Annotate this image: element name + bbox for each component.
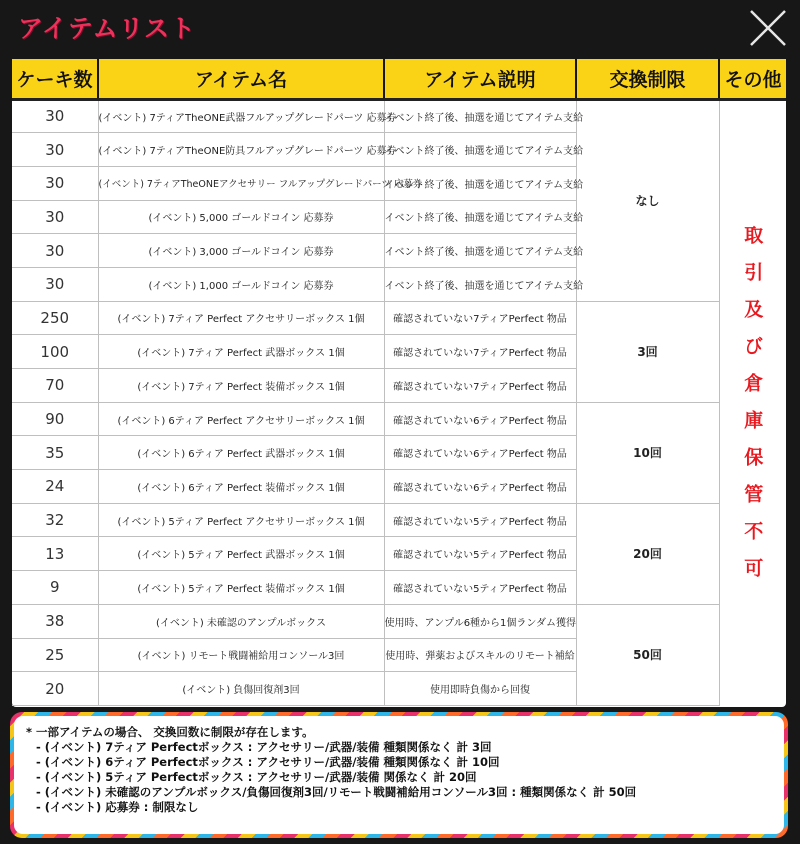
- note-line-intro: * 一部アイテムの場合、 交換回数に制限が存在します。: [26, 725, 314, 739]
- table-row: [12, 503, 786, 537]
- cakes-cell: 30: [12, 166, 98, 200]
- note-line: - (イベント) 6ティア Perfectボックス : アクセサリー/武器/装備 種類関係なく 計 10回: [36, 755, 500, 769]
- item-desc-cell: イベント終了後、抽選を通じてアイテム支給: [384, 166, 576, 200]
- item-name-cell: (イベント) 7ティア Perfect アクセサリーボックス 1個: [98, 301, 384, 335]
- item-name-cell: (イベント) 負傷回復剤3回: [98, 672, 384, 706]
- item-desc-cell: イベント終了後、抽選を通じてアイテム支給: [384, 133, 576, 167]
- item-name-cell: (イベント) 7ティア Perfect 装備ボックス 1個: [98, 369, 384, 403]
- item-name-cell: (イベント) 6ティア Perfect 武器ボックス 1個: [98, 436, 384, 470]
- note-line: - (イベント) 応募券 : 制限なし: [36, 800, 199, 814]
- item-desc-cell: 確認されていない7ティアPerfect 物品: [384, 369, 576, 403]
- cakes-cell: 90: [12, 402, 98, 436]
- item-name-cell: (イベント) 7ティアTheONEアクセサリー フルアップグレードパーツ 応募券: [98, 166, 384, 200]
- page-title: アイテムリスト: [18, 14, 197, 43]
- item-desc-cell: 確認されていない7ティアPerfect 物品: [384, 301, 576, 335]
- table-row: [12, 301, 786, 335]
- cakes-cell: 24: [12, 470, 98, 504]
- limit-cell-20: 20回: [576, 503, 719, 604]
- item-desc-cell: イベント終了後、抽選を通じてアイテム支給: [384, 200, 576, 234]
- note-line: - (イベント) 5ティア Perfectボックス : アクセサリー/武器/装備 関係なく 計 20回: [36, 770, 477, 784]
- limit-cell-none: なし: [576, 99, 719, 301]
- cakes-cell: 9: [12, 571, 98, 605]
- limit-cell-3: 3回: [576, 301, 719, 402]
- item-desc-cell: 確認されていない6ティアPerfect 物品: [384, 470, 576, 504]
- cakes-cell: 30: [12, 267, 98, 301]
- item-desc-cell: イベント終了後、抽選を通じてアイテム支給: [384, 234, 576, 268]
- table-row: [12, 402, 786, 436]
- header-item-name: アイテム名: [98, 59, 384, 99]
- table-row: [12, 99, 786, 133]
- item-name-cell: (イベント) 未確認のアンプルボックス: [98, 604, 384, 638]
- item-name-cell: (イベント) 5ティア Perfect 装備ボックス 1個: [98, 571, 384, 605]
- cakes-cell: 250: [12, 301, 98, 335]
- other-cell: [719, 99, 786, 705]
- item-desc-cell: 確認されていない5ティアPerfect 物品: [384, 503, 576, 537]
- cakes-cell: 30: [12, 234, 98, 268]
- item-desc-cell: 確認されていない5ティアPerfect 物品: [384, 571, 576, 605]
- item-name-cell: (イベント) リモート戦闘補給用コンソール3回: [98, 638, 384, 672]
- cakes-cell: 30: [12, 133, 98, 167]
- limit-cell-10: 10回: [576, 402, 719, 503]
- notes-content: [14, 716, 784, 834]
- item-name-cell: (イベント) 5,000 ゴールドコイン 応募券: [98, 200, 384, 234]
- item-name-cell: (イベント) 7ティア Perfect 武器ボックス 1個: [98, 335, 384, 369]
- cakes-cell: 35: [12, 436, 98, 470]
- item-desc-cell: 確認されていない6ティアPerfect 物品: [384, 402, 576, 436]
- cakes-cell: 30: [12, 99, 98, 133]
- header-item-desc: アイテム説明: [384, 59, 576, 99]
- item-desc-cell: 確認されていない5ティアPerfect 物品: [384, 537, 576, 571]
- item-desc-cell: 使用即時負傷から回復: [384, 672, 576, 706]
- item-name-cell: (イベント) 1,000 ゴールドコイン 応募券: [98, 267, 384, 301]
- cakes-cell: 38: [12, 604, 98, 638]
- header-cakes: ケーキ数: [12, 59, 98, 99]
- notes-panel: [10, 712, 788, 838]
- note-line: - (イベント) 7ティア Perfectボックス : アクセサリー/武器/装備 種類関係なく 計 3回: [36, 740, 492, 754]
- close-button[interactable]: [748, 8, 788, 48]
- note-line: - (イベント) 未確認のアンプルボックス/負傷回復剤3回/リモート戦闘補給用コンソール3回 : 種類関係なく 計 50回: [36, 785, 637, 799]
- header-exchange-limit: 交換制限: [576, 59, 719, 99]
- item-name-cell: (イベント) 6ティア Perfect 装備ボックス 1個: [98, 470, 384, 504]
- item-name-cell: (イベント) 7ティアTheONE武器フルアップグレードパーツ 応募券: [98, 99, 384, 133]
- table-row: [12, 604, 786, 638]
- item-desc-cell: 確認されていない7ティアPerfect 物品: [384, 335, 576, 369]
- item-name-cell: (イベント) 3,000 ゴールドコイン 応募券: [98, 234, 384, 268]
- cakes-cell: 100: [12, 335, 98, 369]
- cakes-cell: 30: [12, 200, 98, 234]
- item-desc-cell: イベント終了後、抽選を通じてアイテム支給: [384, 99, 576, 133]
- close-icon: [748, 8, 788, 48]
- item-desc-cell: 確認されていない6ティアPerfect 物品: [384, 436, 576, 470]
- item-desc-cell: イベント終了後、抽選を通じてアイテム支給: [384, 267, 576, 301]
- item-desc-cell: 使用時、弾薬およびスキルのリモート補給: [384, 638, 576, 672]
- cakes-cell: 13: [12, 537, 98, 571]
- cakes-cell: 25: [12, 638, 98, 672]
- other-note: 取引及び倉庫保管不可: [741, 225, 764, 596]
- item-name-cell: (イベント) 5ティア Perfect アクセサリーボックス 1個: [98, 503, 384, 537]
- header-other: その他: [719, 59, 786, 99]
- cakes-cell: 70: [12, 369, 98, 403]
- limit-cell-50: 50回: [576, 604, 719, 705]
- cakes-cell: 32: [12, 503, 98, 537]
- item-desc-cell: 使用時、アンプル6種から1個ランダム獲得: [384, 604, 576, 638]
- cakes-cell: 20: [12, 672, 98, 706]
- item-name-cell: (イベント) 5ティア Perfect 武器ボックス 1個: [98, 537, 384, 571]
- item-table-container: [12, 59, 786, 707]
- table-header-row: [12, 59, 786, 99]
- item-name-cell: (イベント) 6ティア Perfect アクセサリーボックス 1個: [98, 402, 384, 436]
- item-table: [12, 59, 786, 706]
- item-name-cell: (イベント) 7ティアTheONE防具フルアップグレードパーツ 応募券: [98, 133, 384, 167]
